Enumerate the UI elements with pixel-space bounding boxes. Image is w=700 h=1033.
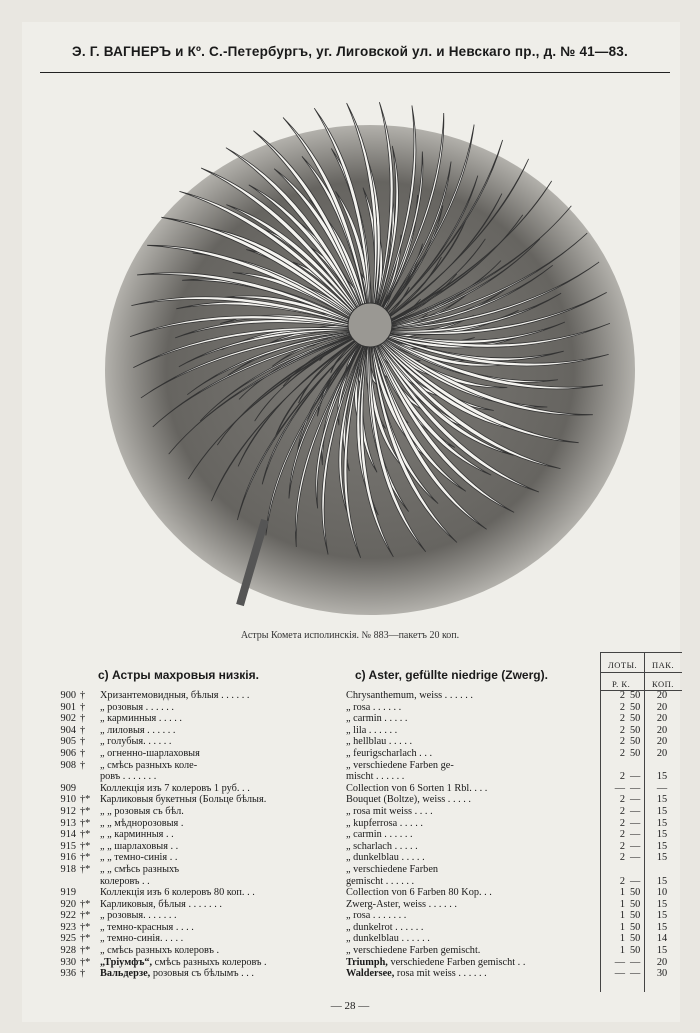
item-desc-ru: Коллекція изъ 6 колеровъ 80 коп. . . [100, 887, 255, 899]
packet-price: 15 [656, 921, 668, 933]
item-name-de [346, 922, 606, 934]
item-desc-ru: „ смѣсь разныхъ коле- [100, 759, 198, 771]
item-name-ru [100, 806, 345, 818]
item-mark: †* [80, 805, 91, 817]
price-rub: 1 [619, 921, 625, 933]
table-row [52, 841, 682, 853]
item-name-ru [100, 783, 345, 795]
item-name-ru [100, 841, 345, 853]
item-number: 923 [60, 921, 76, 933]
item-desc-ru: „ лиловыя . . . . . . [100, 724, 176, 736]
table-row [52, 910, 682, 922]
packet-price: 10 [656, 887, 668, 899]
table-row [52, 818, 682, 830]
item-name-ru [100, 760, 345, 772]
item-name-de [346, 887, 606, 899]
item-desc-ru: „ темно-синія. . . . . [100, 933, 184, 945]
price-kop: 50 [630, 945, 641, 957]
price-rub: 2 [619, 805, 625, 817]
item-desc-ru: „ „ темно-синія . . [100, 852, 178, 864]
price-rub: 2 [619, 701, 625, 713]
price-kop: — [630, 875, 641, 887]
price-kop: 50 [630, 921, 641, 933]
header-rule [40, 72, 670, 73]
item-desc-ru: Хризантемовидныя, бѣлыя . . . . . . [100, 690, 250, 701]
price-rub: 2 [619, 747, 625, 759]
item-mark: †* [80, 840, 91, 852]
item-variety-ru: Вальдерзе, [100, 968, 151, 980]
price-kop: — [630, 968, 641, 980]
item-name-de [346, 725, 606, 737]
table-row [52, 736, 682, 748]
item-desc-de: „ rosa . . . . . . [346, 701, 402, 713]
item-desc-ru: Карликовыя букетныя (Больце бѣлыя. [100, 794, 267, 806]
item-mark: †* [80, 921, 91, 933]
packet-price: 15 [656, 910, 668, 922]
item-name-ru [100, 771, 345, 783]
price-kop: 50 [630, 887, 641, 899]
item-name-de [346, 713, 606, 725]
item-desc-ru: „ голубыя. . . . . . [100, 736, 172, 748]
item-name-de [346, 876, 606, 888]
item-name-ru [100, 702, 345, 714]
price-rub: — [614, 782, 625, 794]
item-number: 915 [60, 840, 76, 852]
item-name-de [346, 818, 606, 830]
item-number: 920 [60, 898, 76, 910]
item-name-ru [100, 945, 345, 957]
price-kop: 50 [630, 898, 641, 910]
item-desc-ru: „ „ мѣднорозовыя . [100, 817, 184, 829]
price-rub: 2 [619, 794, 625, 806]
price-sub-rule [600, 672, 682, 673]
item-number: 936 [60, 968, 76, 980]
table-row [52, 829, 682, 841]
item-number: 930 [60, 956, 76, 968]
price-kop: 50 [630, 933, 641, 945]
item-desc-de: Bouquet (Boltze), weiss . . . . . [346, 794, 471, 806]
item-desc-ru: колеровъ . . [100, 875, 150, 887]
item-desc-de: gemischt . . . . . . [346, 875, 415, 887]
item-desc-de: „ dunkelblau . . . . . . [346, 933, 430, 945]
price-kop: — [630, 829, 641, 841]
item-desc-ru: „ „ карминныя . . [100, 829, 174, 841]
packet-price: 20 [656, 701, 668, 713]
packet-price: 15 [656, 898, 668, 910]
item-variety-de: Triumph, [346, 956, 388, 968]
price-rub: 1 [619, 898, 625, 910]
price-kop: 50 [630, 690, 641, 701]
item-desc-ru: розовыя съ бѣлымъ . . . [150, 968, 255, 980]
table-row [52, 852, 682, 864]
item-name-de [346, 771, 606, 783]
item-name-de [346, 783, 606, 795]
packet-price: 20 [656, 713, 668, 725]
item-desc-ru: Коллекція изъ 7 колеровъ 1 руб. . . [100, 782, 250, 794]
price-list [52, 690, 682, 980]
price-kop: — [630, 852, 641, 864]
item-mark: †* [80, 898, 91, 910]
price-rub: 1 [619, 945, 625, 957]
item-desc-de: „ verschiedene Farben [346, 863, 439, 875]
item-number: 928 [60, 945, 76, 957]
item-desc-de: „ carmin . . . . . [346, 713, 408, 725]
item-desc-de: „ dunkelrot . . . . . . [346, 921, 424, 933]
packet-price: — [656, 782, 668, 794]
section-title-de: c) Aster, gefüllte niedrige (Zwerg). [355, 668, 548, 682]
item-mark: † [80, 759, 86, 771]
price-kop: 50 [630, 747, 641, 759]
illustration-caption: Астры Комета исполинскія. № 883—пакетъ 20 коп. [240, 630, 460, 641]
item-desc-de: rosa mit weiss . . . . . . [394, 968, 487, 980]
price-kop: 50 [630, 724, 641, 736]
table-row [52, 968, 682, 980]
item-desc-ru: смѣсь разныхъ колеровъ . [152, 956, 267, 968]
table-row [52, 783, 682, 795]
item-desc-ru: „ „ шарлаховыя . . [100, 840, 179, 852]
page-header: Э. Г. ВАГНЕРЪ и Кº. С.-Петербургъ, уг. Лиговской ул. и Невскаго пр., д. № 41—83. [72, 44, 628, 59]
item-desc-de: „ carmin . . . . . . [346, 829, 413, 841]
section-title-ru: c) Астры махровыя низкія. [98, 668, 259, 682]
item-name-de [346, 945, 606, 957]
item-desc-de: verschiedene Farben gemischt . . [387, 956, 526, 968]
price-rub: — [614, 968, 625, 980]
page-number: — 28 — [330, 1000, 370, 1012]
item-desc-de: „ lila . . . . . . [346, 724, 398, 736]
price-kop: — [630, 794, 641, 806]
item-name-ru [100, 922, 345, 934]
table-row [52, 748, 682, 760]
table-row [52, 887, 682, 899]
packet-price: 15 [656, 805, 668, 817]
price-kop: 50 [630, 713, 641, 725]
packet-price: 20 [656, 747, 668, 759]
item-number: 914 [60, 829, 76, 841]
item-name-de [346, 748, 606, 760]
item-desc-de: „ kupferrosa . . . . . [346, 817, 423, 829]
item-name-de [346, 806, 606, 818]
item-name-de [346, 829, 606, 841]
item-name-de [346, 702, 606, 714]
price-kop: — [630, 817, 641, 829]
item-name-ru [100, 899, 345, 911]
price-kop: — [630, 771, 641, 783]
table-row [52, 690, 682, 702]
price-head-rule [600, 652, 682, 653]
item-number: 910 [60, 794, 76, 806]
item-mark: †* [80, 863, 91, 875]
price-rub: 2 [619, 724, 625, 736]
item-mark: † [80, 736, 86, 748]
price-kop: — [630, 956, 641, 968]
packet-price: 15 [656, 794, 668, 806]
item-mark: † [80, 701, 86, 713]
table-row [52, 922, 682, 934]
item-number: 900 [60, 690, 76, 701]
item-number: 919 [60, 887, 76, 899]
item-number: 902 [60, 713, 76, 725]
item-number: 922 [60, 910, 76, 922]
item-desc-de: „ rosa mit weiss . . . . [346, 805, 433, 817]
packet-price: 15 [656, 875, 668, 887]
item-desc-de: „ verschiedene Farben ge- [346, 759, 454, 771]
item-desc-de: Collection von 6 Farben 80 Kop. . . [346, 887, 492, 899]
item-number: 901 [60, 701, 76, 713]
item-desc-ru: ровъ . . . . . . . [100, 771, 157, 783]
price-rub: 2 [619, 817, 625, 829]
item-name-ru [100, 690, 345, 702]
item-desc-de: Chrysanthemum, weiss . . . . . . [346, 690, 473, 701]
item-desc-de: „ dunkelblau . . . . . [346, 852, 425, 864]
item-mark: †* [80, 829, 91, 841]
item-mark: †* [80, 794, 91, 806]
item-number: 913 [60, 817, 76, 829]
item-desc-ru: „ „ розовыя съ бѣл. [100, 805, 184, 817]
packet-price: 15 [656, 829, 668, 841]
item-desc-ru: „ темно-красныя . . . . [100, 921, 194, 933]
item-name-ru [100, 713, 345, 725]
item-name-ru [100, 852, 345, 864]
item-mark: † [80, 724, 86, 736]
table-row [52, 957, 682, 969]
item-name-ru [100, 887, 345, 899]
packet-price: 15 [656, 852, 668, 864]
item-name-de [346, 864, 606, 876]
item-desc-de: „ hellblau . . . . . [346, 736, 413, 748]
item-desc-ru: „ огненно-шарлаховыя [100, 747, 200, 759]
item-name-ru [100, 864, 345, 876]
item-desc-ru: „ карминныя . . . . . [100, 713, 182, 725]
item-number: 909 [60, 782, 76, 794]
packet-price: 20 [656, 956, 668, 968]
item-name-ru [100, 829, 345, 841]
item-mark: †* [80, 956, 91, 968]
aster-illustration [90, 100, 640, 620]
packet-price: 15 [656, 840, 668, 852]
price-kop: — [630, 782, 641, 794]
item-name-ru [100, 748, 345, 760]
price-rub: 2 [619, 829, 625, 841]
table-row [52, 933, 682, 945]
price-rub: 2 [619, 736, 625, 748]
item-number: 905 [60, 736, 76, 748]
price-kop: — [630, 805, 641, 817]
table-row [52, 713, 682, 725]
item-mark: †* [80, 933, 91, 945]
item-number: 918 [60, 863, 76, 875]
item-number: 904 [60, 724, 76, 736]
packet-price: 30 [656, 968, 668, 980]
table-row [52, 876, 682, 888]
packet-price: 20 [656, 736, 668, 748]
item-name-de [346, 852, 606, 864]
item-mark: † [80, 713, 86, 725]
item-name-de [346, 760, 606, 772]
price-rub: 2 [619, 840, 625, 852]
item-name-ru [100, 933, 345, 945]
price-rub: 1 [619, 887, 625, 899]
item-mark: †* [80, 852, 91, 864]
item-desc-ru: „ „ смѣсь разныхъ [100, 863, 180, 875]
item-name-de [346, 910, 606, 922]
item-mark: †* [80, 945, 91, 957]
packet-price: 15 [656, 945, 668, 957]
packet-price: 20 [656, 690, 668, 701]
item-number: 912 [60, 805, 76, 817]
price-rub: 2 [619, 875, 625, 887]
col-lots: ЛОТЫ. [608, 660, 638, 670]
item-name-ru [100, 794, 345, 806]
item-desc-ru: „ розовыя . . . . . . [100, 701, 175, 713]
item-mark: † [80, 968, 86, 980]
item-desc-ru: Карликовыя, бѣлыя . . . . . . . [100, 898, 222, 910]
price-kop: 50 [630, 736, 641, 748]
item-desc-de: „ verschiedene Farben gemischt. [346, 945, 481, 957]
packet-price: 20 [656, 724, 668, 736]
col-pak: ПАК. [652, 660, 675, 670]
item-name-ru [100, 818, 345, 830]
col-kop: КОП. [652, 679, 674, 689]
table-row [52, 945, 682, 957]
item-name-de [346, 690, 606, 702]
item-desc-de: „ scharlach . . . . . [346, 840, 418, 852]
item-mark: † [80, 747, 86, 759]
item-number: 908 [60, 759, 76, 771]
item-variety-ru: „Тріумфъ“, [100, 956, 153, 968]
packet-price: 15 [656, 771, 668, 783]
item-name-de [346, 933, 606, 945]
table-row [52, 725, 682, 737]
item-desc-de: „ rosa . . . . . . . [346, 910, 407, 922]
price-kop: 50 [630, 701, 641, 713]
item-desc-ru: „ розовыя. . . . . . . [100, 910, 177, 922]
item-name-ru [100, 736, 345, 748]
item-desc-de: Zwerg-Aster, weiss . . . . . . [346, 898, 457, 910]
table-row [52, 702, 682, 714]
item-name-de [346, 841, 606, 853]
table-row [52, 771, 682, 783]
table-row [52, 806, 682, 818]
item-name-ru [100, 725, 345, 737]
table-row [52, 794, 682, 806]
price-rub: — [614, 956, 625, 968]
item-name-de [346, 794, 606, 806]
price-rub: 1 [619, 910, 625, 922]
col-rk: Р. К. [612, 679, 631, 689]
price-rub: 2 [619, 713, 625, 725]
item-name-ru [100, 957, 345, 969]
item-name-de [346, 968, 606, 980]
item-desc-ru: „ смѣсь разныхъ колеровъ . [100, 945, 220, 957]
item-number: 906 [60, 747, 76, 759]
item-variety-de: Waldersee, [346, 968, 395, 980]
price-rub: 2 [619, 771, 625, 783]
table-row [52, 760, 682, 772]
price-rub: 2 [619, 852, 625, 864]
item-name-ru [100, 968, 345, 980]
price-rub: 1 [619, 933, 625, 945]
item-name-ru [100, 876, 345, 888]
item-desc-de: „ feurigscharlach . . . [346, 747, 433, 759]
price-rub: 2 [619, 690, 625, 701]
price-kop: 50 [630, 910, 641, 922]
table-row [52, 899, 682, 911]
item-name-ru [100, 910, 345, 922]
price-kop: — [630, 840, 641, 852]
item-mark: †* [80, 910, 91, 922]
item-desc-de: Collection von 6 Sorten 1 Rbl. . . . [346, 782, 488, 794]
item-mark: † [80, 690, 86, 701]
item-name-de [346, 899, 606, 911]
item-mark: †* [80, 817, 91, 829]
item-number: 925 [60, 933, 76, 945]
table-row [52, 864, 682, 876]
item-number: 916 [60, 852, 76, 864]
item-name-de [346, 957, 606, 969]
packet-price: 14 [656, 933, 668, 945]
item-name-de [346, 736, 606, 748]
packet-price: 15 [656, 817, 668, 829]
item-desc-de: mischt . . . . . . [346, 771, 405, 783]
